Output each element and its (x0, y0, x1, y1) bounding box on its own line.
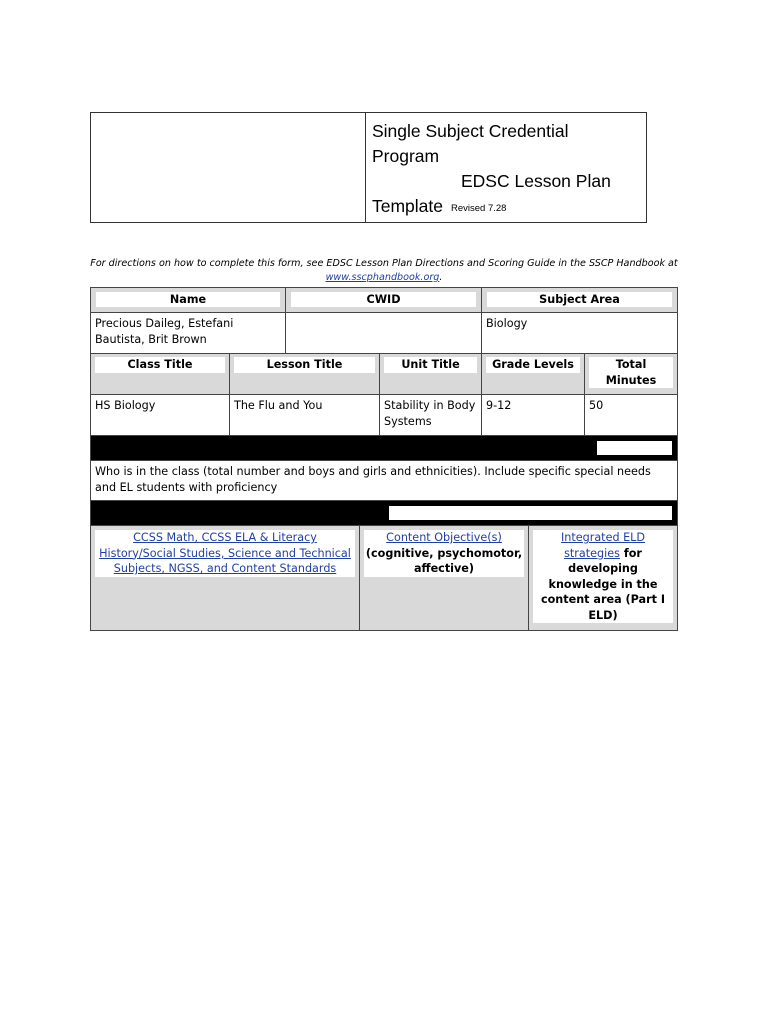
lesson-title-field[interactable]: The Flu and You (230, 395, 380, 435)
value-row-name (91, 313, 677, 354)
lesson-title-label: Lesson Title (234, 357, 375, 373)
class-description-field[interactable]: Who is in the class (total number and boys and girls and ethnicities). Include specific special needs and EL students with proficiency (95, 465, 651, 494)
section-bar-standards (91, 501, 677, 526)
title-line-3: EDSC Lesson Plan (461, 171, 611, 191)
class-title-field[interactable]: HS Biology (91, 395, 230, 435)
lesson-plan-form (90, 287, 678, 631)
cwid-label: CWID (291, 292, 476, 307)
content-objectives-link[interactable]: Content Objective(s) (386, 531, 502, 544)
cwid-field[interactable] (286, 313, 482, 353)
title-line-1: Single Subject Credential (372, 121, 569, 141)
lesson-title-header-cell (230, 354, 380, 394)
standards-row (91, 526, 677, 630)
grade-levels-header-cell (482, 354, 585, 394)
unit-title-label: Unit Title (384, 357, 477, 373)
revised-label: Revised 7.28 (451, 203, 507, 214)
total-minutes-header-cell (585, 354, 677, 394)
total-minutes-field[interactable]: 50 (589, 399, 604, 412)
standards-link[interactable]: CCSS Math, CCSS ELA & Literacy History/Social Studies, Science and Technical Subjects, NGSS, and Content Standards (99, 531, 351, 575)
standards-header (95, 530, 355, 577)
cwid-header-cell (286, 288, 482, 312)
subject-header-cell (482, 288, 677, 312)
unit-title-field[interactable]: Stability in Body Systems (380, 395, 482, 435)
eld-strategies-header (533, 530, 673, 623)
total-minutes-label: Total Minutes (589, 357, 673, 388)
class-title-label: Class Title (95, 357, 225, 373)
section-bar-slot (597, 441, 672, 455)
name-field[interactable]: Precious Daileg, Estefani Bautista, Brit Brown (91, 313, 286, 353)
eld-strategies-cell (529, 526, 677, 630)
form-directions (90, 257, 678, 285)
standards-cell (91, 526, 360, 630)
eld-strategies-link[interactable]: Integrated ELD strategies (560, 531, 646, 560)
directions-text: For directions on how to complete this form, see EDSC Lesson Plan Directions and Scoring Guide in the SSCP Handbook at (90, 258, 678, 269)
value-row-class (91, 395, 677, 436)
content-objectives-text: (cognitive, psychomotor, affective) (365, 546, 523, 575)
subject-area-label: Subject Area (487, 292, 672, 307)
subject-area-field[interactable]: Biology (486, 317, 528, 330)
content-objectives-header (364, 530, 524, 577)
class-title-header-cell (91, 354, 230, 394)
header-row-class (91, 354, 677, 395)
eld-strategies-text: for developing knowledge in the content area (Part I ELD) (540, 546, 665, 622)
section-bar-class-info (91, 436, 677, 461)
program-header-box (90, 112, 647, 223)
class-description-row (91, 461, 677, 501)
title-line-4: Template (372, 196, 444, 216)
title-line-2: Program (372, 146, 440, 166)
content-objectives-cell (360, 526, 529, 630)
unit-title-header-cell (380, 354, 482, 394)
directions-end: . (439, 272, 443, 283)
section-bar-slot (389, 506, 672, 520)
grade-levels-field[interactable]: 9-12 (482, 395, 585, 435)
program-title (366, 113, 646, 222)
grade-levels-label: Grade Levels (486, 357, 580, 373)
handbook-link[interactable]: www.sscphandbook.org (325, 272, 440, 283)
logo-cell (91, 113, 366, 222)
name-header-cell (91, 288, 286, 312)
name-label: Name (96, 292, 280, 307)
header-row-name (91, 288, 677, 313)
